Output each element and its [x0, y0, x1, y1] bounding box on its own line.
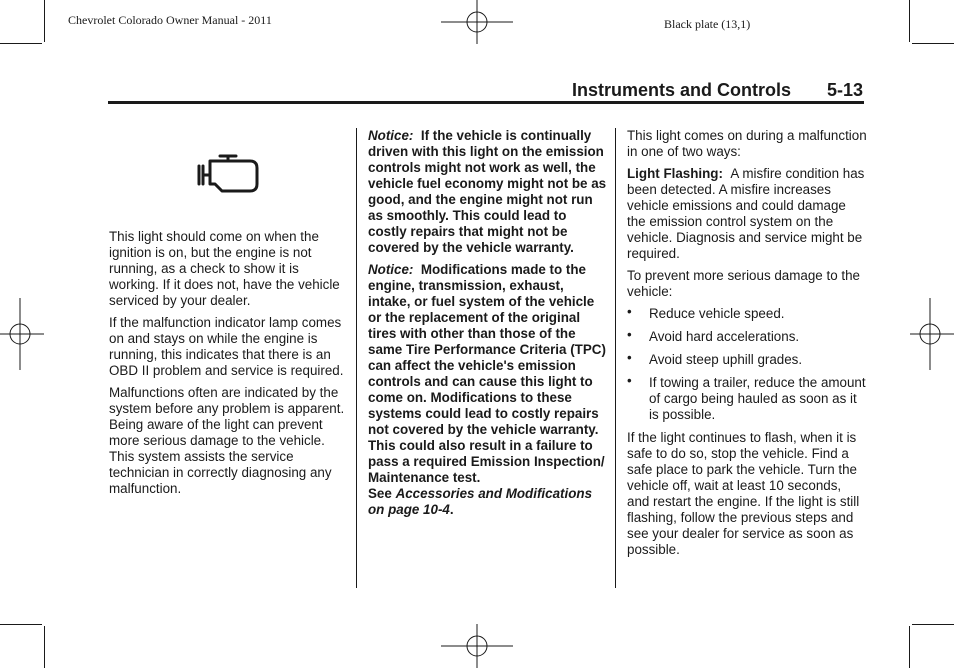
- bullet-icon: •: [627, 373, 632, 388]
- notice-text: Modifications made to the engine, transmission, exhaust, intake, or fuel system of the vehicle or the replacement of the original tires with other than those of the same Tire Performance Criteria (TPC) can affect the vehicle's emission controls and can cause this light to come on. Modifications to these systems could lead to costly repairs not covered by the vehicle warranty. This could also result in a failure to pass a required Emission Inspection/ Maintenance test.: [368, 262, 606, 485]
- bullet-icon: •: [627, 327, 632, 342]
- crop-mark: [0, 624, 42, 625]
- light-flashing-text: A misfire condition has been detected. A misfire increases vehicle emissions and could damage the emission control system on the vehicle. Diagnosis and service might be required.: [627, 166, 865, 261]
- see-label: See: [368, 486, 392, 501]
- plate-label: Black plate (13,1): [664, 17, 751, 31]
- column-2: [368, 128, 608, 524]
- crop-mark: [912, 624, 954, 625]
- paragraph: If the light continues to flash, when it is safe to do so, stop the vehicle. Find a safe place to park the vehicle. Turn the vehicle off, wait at least 10 seconds, and restart the engine. If the light is still flashing, follow the previous steps and see your dealer for service as soon as possible.: [627, 430, 860, 557]
- registration-mark-icon: [441, 624, 513, 668]
- list-item-text: Avoid steep uphill grades.: [649, 352, 803, 367]
- paragraph: Malfunctions often are indicated by the system before any problem is apparent. Being aware of the light can prevent more serious damage to the vehicle. This system assists the service technician in correctly diagnosing any malfunction.: [109, 385, 345, 496]
- list-item-text: If towing a trailer, reduce the amount of cargo being hauled as soon as it is possible.: [649, 375, 866, 422]
- notice-paragraph: [368, 128, 608, 256]
- registration-mark-icon: [441, 0, 513, 44]
- paragraph: [627, 166, 867, 262]
- period: .: [449, 502, 454, 517]
- light-flashing-label: Light Flashing:: [627, 166, 723, 181]
- list-item-text: Avoid hard accelerations.: [649, 329, 800, 344]
- column-1: [109, 229, 349, 503]
- list-item: [627, 375, 867, 423]
- notice-label: Notice:: [368, 128, 414, 143]
- paragraph: To prevent more serious damage to the vehicle:: [627, 268, 860, 299]
- reference-link[interactable]: Accessories and Modifications on page 10-4: [368, 486, 593, 517]
- header-rule: [108, 101, 864, 104]
- bullet-icon: •: [627, 304, 632, 319]
- registration-mark-icon: [910, 298, 954, 370]
- notice-text: If the vehicle is continually driven with this light on the emission controls might not work as well, the vehicle fuel economy might not be as good, and the engine might not run as smoothly. This could lead to costly repairs that might not be covered by the vehicle warranty.: [368, 128, 607, 255]
- crop-mark: [909, 0, 910, 42]
- paragraph: This light should come on when the ignition is on, but the engine is not running, as a check to show it is working. If it does not, have the vehicle serviced by your dealer.: [109, 229, 340, 308]
- list-item: [627, 352, 867, 368]
- crop-mark: [44, 626, 45, 668]
- column-divider: [615, 128, 616, 588]
- list-item: [627, 329, 867, 345]
- registration-mark-icon: [0, 298, 44, 370]
- paragraph: This light comes on during a malfunction in one of two ways:: [627, 128, 867, 159]
- column-3: [627, 128, 867, 564]
- bullet-icon: •: [627, 350, 632, 365]
- cross-reference: [368, 486, 608, 518]
- notice-paragraph: [368, 262, 608, 486]
- column-divider: [356, 128, 357, 588]
- list-item-text: Reduce vehicle speed.: [649, 306, 785, 321]
- section-title: Instruments and Controls: [572, 80, 792, 100]
- manual-title: Chevrolet Colorado Owner Manual - 2011: [68, 13, 272, 27]
- crop-mark: [44, 0, 45, 42]
- list-item: [627, 306, 867, 322]
- crop-mark: [909, 626, 910, 668]
- notice-label: Notice:: [368, 262, 414, 277]
- check-engine-icon: [194, 153, 262, 197]
- paragraph: If the malfunction indicator lamp comes on and stays on while the engine is running, this indicates that there is an OBD II problem and service is required.: [109, 315, 344, 378]
- crop-mark: [912, 43, 954, 44]
- crop-mark: [0, 43, 42, 44]
- page-number: 5-13: [827, 80, 864, 100]
